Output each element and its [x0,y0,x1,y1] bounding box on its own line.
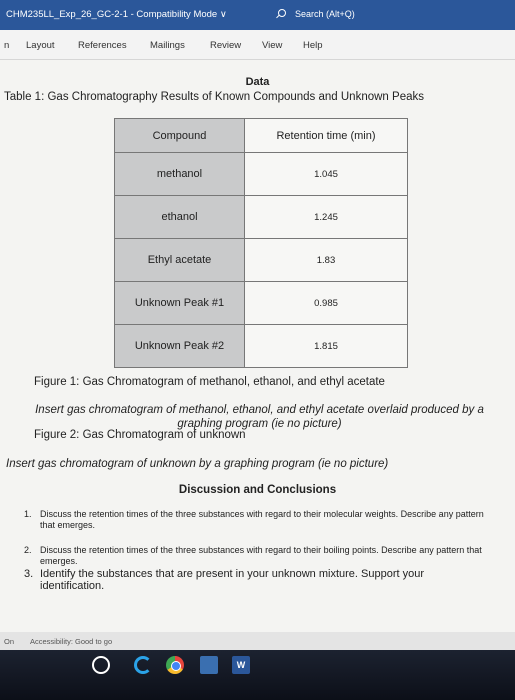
table-header-row [115,119,408,153]
photos-icon[interactable] [200,656,218,674]
accessibility-status[interactable]: Accessibility: Good to go [30,637,113,646]
retention-cell: 1.83 [245,239,408,282]
discussion-heading: Discussion and Conclusions [178,484,337,496]
search-box[interactable] [270,7,370,23]
retention-cell: 1.045 [245,153,408,196]
compound-cell: Unknown Peak #2 [115,325,245,368]
header-retention-time: Retention time (min) [245,119,408,153]
figure1-instruction: Insert gas chromatogram of methanol, ethanol, and ethyl acetate overlaid produced by a graphing program (ie no picture) [35,404,484,430]
chrome-icon[interactable] [166,656,184,674]
title-bar [0,0,515,30]
document-title[interactable]: CHM235LL_Exp_26_GC-2-1 - Compatibility Mode ∨ [6,9,227,20]
compound-cell: Unknown Peak #1 [115,282,245,325]
edge-icon[interactable] [134,656,152,674]
status-bar [0,632,515,650]
table-row [115,196,408,239]
question-text: Discuss the retention times of the three substances with regard to their molecular weights. Describe any pattern that emerges. [40,509,484,530]
retention-cell: 0.985 [245,282,408,325]
question-number: 3. [24,568,34,580]
table-caption: Table 1: Gas Chromatography Results of Known Compounds and Unknown Peaks [4,91,424,103]
question-number: 1. [24,509,32,519]
question-text: Discuss the retention times of the three substances with regard to their boiling points. Describe any pattern that emerges. [40,545,482,566]
table-row [115,282,408,325]
data-heading: Data [245,76,270,88]
ribbon-tabs [0,30,515,60]
table-row [115,153,408,196]
tab-view[interactable]: View [262,40,283,51]
compound-cell: Ethyl acetate [115,239,245,282]
compound-cell: methanol [115,153,245,196]
retention-cell: 1.815 [245,325,408,368]
tab-review[interactable]: Review [210,40,242,51]
table-row [115,239,408,282]
tab-mailings[interactable]: Mailings [150,40,185,51]
tab-references[interactable]: References [78,40,127,51]
figure1-caption: Figure 1: Gas Chromatogram of methanol, ethanol, and ethyl acetate [34,376,385,388]
tab-partial[interactable]: n [4,40,10,51]
figure2-instruction: Insert gas chromatogram of unknown by a graphing program (ie no picture) [6,458,389,470]
word-icon[interactable]: W [232,656,250,674]
taskbar [0,650,515,700]
search-label: Search (Alt+Q) [295,9,355,19]
search-icon [278,9,286,17]
header-compound: Compound [115,119,245,153]
status-left: On [4,637,15,646]
tab-layout[interactable]: Layout [26,40,55,51]
tab-help[interactable]: Help [303,40,323,51]
figure2-caption: Figure 2: Gas Chromatogram of unknown [34,429,246,441]
question-number: 2. [24,545,32,555]
compound-cell: ethanol [115,196,245,239]
taskbar-search-icon[interactable] [92,656,110,674]
results-table [114,118,408,368]
table-row [115,325,408,368]
retention-cell: 1.245 [245,196,408,239]
question-text: Identify the substances that are present in your unknown mixture. Support your identification. [40,568,424,592]
